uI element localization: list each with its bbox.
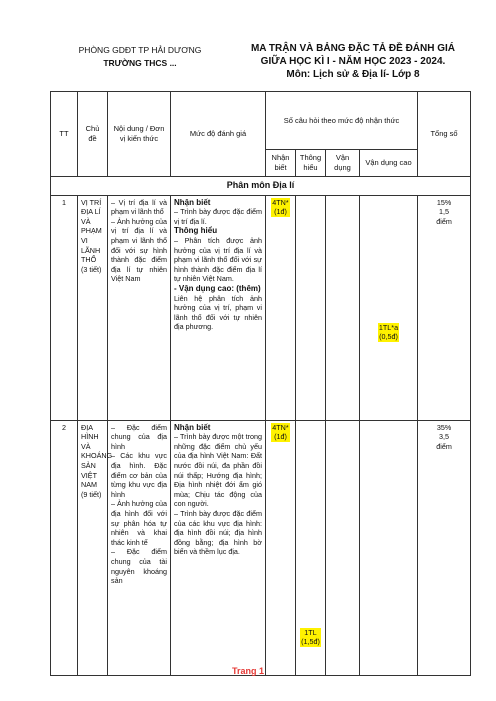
cell-vd xyxy=(326,195,360,420)
head-vandungcao: Vận dụng cao xyxy=(360,150,418,177)
row-mucdo xyxy=(171,195,266,420)
nb-count: 4TN* (1đ) xyxy=(272,422,289,442)
page-number: Trang 1 xyxy=(231,666,264,676)
head-mucdo: Mức độ đánh giá xyxy=(171,92,266,177)
header-title xyxy=(238,42,468,81)
level-th-head: Thông hiểu xyxy=(174,226,218,236)
cell-tong: 15% 1,5 điểm xyxy=(418,195,471,420)
topic-name: ĐỊA HÌNH VÀ KHOÁNG SẢN VIỆT NAM xyxy=(81,422,113,490)
row-mucdo xyxy=(171,420,266,675)
nb-count: 4TN* (1đ) xyxy=(272,197,289,217)
doc-title-line2: GIỮA HỌC KÌ I - NĂM HỌC 2023 - 2024. xyxy=(260,56,446,67)
head-noidung: Nội dung / Đơn vị kiến thức xyxy=(108,92,171,177)
row-tt: 1 xyxy=(51,195,78,420)
school-name: TRƯỜNG THCS ... xyxy=(103,58,177,68)
row-noidung: – Đặc điểm chung của địa hình – Các khu vực địa hình. Đặc điểm cơ bản của từng khu vực địa hình – Ảnh hưởng của địa hình đối với sự phân hóa tự nhiên và khai thác kinh tế – Đặc điểm chung của tài nguyên khoáng sản xyxy=(108,420,171,675)
department-name: PHÒNG GDĐT TP HẢI DƯƠNG xyxy=(78,45,202,55)
cell-th xyxy=(296,420,326,675)
cell-nb xyxy=(266,420,296,675)
level-vdc-text: Liên hệ phân tích ảnh hưởng của vị trí, phạm vi lãnh thổ đối với tự nhiên địa phương. xyxy=(174,293,262,332)
head-tongso: Tổng số xyxy=(418,92,471,177)
doc-title-line1: MA TRẬN VÀ BẢNG ĐẶC TẢ ĐỀ ĐÁNH GIÁ xyxy=(250,43,456,54)
head-socauhoi: Số câu hỏi theo mức độ nhận thức xyxy=(266,92,418,150)
cell-vdc xyxy=(360,420,418,675)
doc-title-line3: Môn: Lịch sử & Địa lí- Lớp 8 xyxy=(286,69,420,80)
th-count: 1TL (1,5đ) xyxy=(301,627,320,647)
table-row xyxy=(51,420,471,675)
vdc-count: 1TL*a (0,5đ) xyxy=(378,322,399,342)
spec-table xyxy=(50,91,471,676)
level-nb-head: Nhận biết xyxy=(174,197,211,207)
cell-tong: 35% 3,5 điểm xyxy=(418,420,471,675)
header-left xyxy=(50,44,230,70)
cell-nb xyxy=(266,195,296,420)
row-chude xyxy=(78,420,113,675)
topic-period: (9 tiết) xyxy=(81,489,102,499)
head-chude: Chủ đề xyxy=(78,92,108,177)
level-vdc-head: - Vận dụng cao: (thêm) xyxy=(174,283,261,293)
topic-name: VỊ TRÍ ĐỊA LÍ VÀ PHẠM VI LÃNH THỔ xyxy=(81,197,102,265)
row-tt: 2 xyxy=(51,420,78,675)
row-noidung: – Vị trí địa lí và phạm vi lãnh thổ – Ảnh hưởng của vị trí địa lí và phạm vi lãnh thổ đối với sự hình thành đặc điểm địa lí tự nhiên Việt Nam xyxy=(108,195,171,420)
level-nb-text: – Trình bày được đặc điểm vị trí địa lí. xyxy=(174,207,262,226)
level-th-text: – Phân tích được ảnh hưởng của vị trí địa lí và phạm vi lãnh thổ đối với sự hình thành đặc điểm địa lí tự nhiên Việt Nam. xyxy=(174,235,262,284)
topic-period: (3 tiết) xyxy=(81,264,102,274)
head-tt: TT xyxy=(51,92,78,177)
section-title: Phân môn Địa lí xyxy=(51,177,471,196)
cell-th xyxy=(296,195,326,420)
row-chude xyxy=(78,195,108,420)
cell-vd xyxy=(326,420,360,675)
head-vandung: Vận dụng xyxy=(326,150,360,177)
head-nhanbiet: Nhận biết xyxy=(266,150,296,177)
cell-vdc xyxy=(360,195,418,420)
head-thonghieu: Thông hiểu xyxy=(296,150,326,177)
level-nb-text: – Trình bày được một trong những đặc điểm chủ yếu của địa hình Việt Nam: Đất nước đồi núi, đa phần đồi núi thấp; Hướng địa hình; Địa hình nhiệt đới ẩm gió mùa; Chịu tác động của con người. – Trình bày được đặc điểm của các khu vực địa hình: địa hình đồi núi; địa hình đồng bằng; địa hình bờ biển và thềm lục địa. xyxy=(174,432,262,557)
table-row xyxy=(51,195,471,420)
level-nb-head: Nhận biết xyxy=(174,422,211,432)
